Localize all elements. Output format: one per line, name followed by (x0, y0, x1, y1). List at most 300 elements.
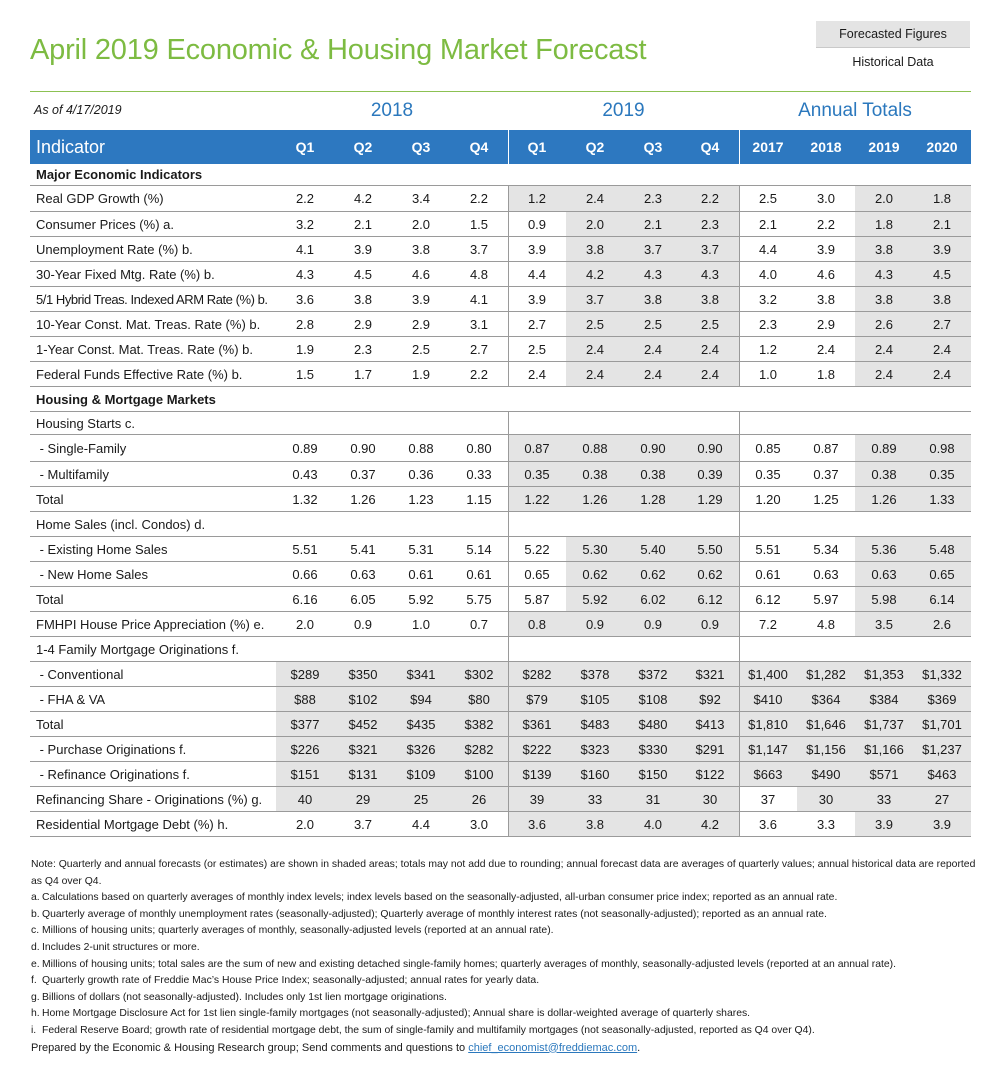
table-cell: 3.2 (295, 216, 315, 232)
table-cell: $326 (392, 737, 450, 761)
header-col-12: 2020 (926, 139, 958, 155)
table-cell: 2.2 (469, 366, 489, 382)
table-cell: 2.6 (913, 612, 971, 636)
table-cell: $109 (392, 762, 450, 786)
table-cell: 1.32 (292, 491, 318, 507)
footnote-key: e. (31, 958, 40, 970)
table-cell: 3.9 (411, 291, 431, 307)
table-cell: 5.41 (350, 541, 376, 557)
table-cell: 5.51 (755, 541, 781, 557)
footnote (31, 1006, 976, 1023)
indicator-label: Housing Starts c. (36, 415, 135, 431)
table-cell: 2.4 (681, 337, 739, 361)
column-separator (739, 212, 740, 236)
column-separator (739, 435, 740, 461)
table-cell: 3.7 (624, 237, 682, 261)
table-cell: 1.26 (855, 487, 913, 511)
footnote (31, 990, 976, 1007)
table-cell: 3.9 (527, 291, 547, 307)
table-cell: $139 (508, 762, 566, 786)
column-separator (508, 412, 509, 434)
table-cell: 3.8 (566, 237, 624, 261)
table-row (30, 612, 971, 637)
group-label-2018: 2018 (370, 100, 414, 121)
header-col-5: Q1 (527, 139, 547, 155)
table-cell: 39 (508, 787, 566, 811)
table-cell: 0.62 (624, 562, 682, 586)
as-of-date: As of 4/17/2019 (34, 103, 122, 117)
table-cell: $80 (450, 687, 508, 711)
column-separator (739, 587, 740, 611)
table-cell: 2.2 (469, 191, 489, 206)
column-separator (739, 337, 740, 361)
table-cell: 3.6 (508, 812, 566, 836)
table-cell: $79 (508, 687, 566, 711)
table-cell: 3.5 (855, 612, 913, 636)
table-cell: 1.2 (758, 341, 778, 357)
footnote-key: b. (31, 908, 40, 920)
section-label: Housing & Mortgage Markets (36, 391, 216, 407)
table-cell: 0.61 (755, 566, 781, 582)
column-separator (739, 462, 740, 486)
table-cell: 0.88 (408, 440, 434, 456)
table-cell: 2.9 (816, 316, 836, 332)
table-cell: 1.7 (353, 366, 373, 382)
table-cell: 30 (681, 787, 739, 811)
table-cell: 0.65 (913, 562, 971, 586)
table-cell: 5.51 (292, 541, 318, 557)
table-cell: 2.0 (411, 216, 431, 232)
table-row (30, 812, 971, 837)
table-cell: 0.35 (755, 466, 781, 482)
table-cell: 0.37 (350, 466, 376, 482)
table-row (30, 435, 971, 462)
table-cell: 5.30 (566, 537, 624, 561)
table-cell: 3.0 (816, 191, 836, 206)
header-separator (508, 130, 509, 164)
table-cell: $483 (566, 712, 624, 736)
indicator-label: Total (36, 491, 64, 507)
table-cell: $102 (334, 687, 392, 711)
indicator-label: - Purchase Originations f. (36, 741, 187, 757)
table-cell: 3.9 (855, 812, 913, 836)
header-separator (739, 130, 740, 164)
section-row (30, 164, 971, 186)
table-row (30, 186, 971, 212)
table-cell: 0.62 (566, 562, 624, 586)
table-row (30, 662, 971, 687)
table-cell: 0.90 (350, 440, 376, 456)
indicator-label: 5/1 Hybrid Treas. Indexed ARM Rate (%) b. (36, 291, 268, 307)
column-separator (739, 287, 740, 311)
table-cell: 2.3 (758, 316, 778, 332)
table-cell: $1,237 (913, 737, 971, 761)
header-col-7: Q3 (643, 139, 663, 155)
email-link[interactable]: chief_economist@freddiemac.com (468, 1041, 638, 1054)
table-cell: $1,646 (797, 712, 855, 736)
table-cell: 2.2 (816, 216, 836, 232)
table-cell: 0.90 (681, 435, 739, 461)
forecast-table (30, 164, 971, 837)
table-cell: 1.20 (755, 491, 781, 507)
table-cell: $1,701 (913, 712, 971, 736)
table-cell: $1,332 (913, 662, 971, 686)
table-cell: 5.48 (913, 537, 971, 561)
table-cell: 2.9 (411, 316, 431, 332)
group-label-annual-totals: Annual Totals (798, 100, 912, 121)
footnote-key: h. (31, 1008, 40, 1020)
table-cell: 2.4 (566, 186, 624, 211)
footnote-text: Billions of dollars (not seasonally-adjusted). Includes only 1st lien mortgage originations. (42, 991, 447, 1003)
table-cell: 3.7 (566, 287, 624, 311)
table-cell: 0.35 (508, 462, 566, 486)
table-cell: 2.3 (353, 341, 373, 357)
table-row (30, 337, 971, 362)
table-cell: 0.62 (681, 562, 739, 586)
table-cell: $100 (450, 762, 508, 786)
table-cell: 2.1 (353, 216, 373, 232)
table-cell: 5.31 (408, 541, 434, 557)
column-separator (508, 287, 509, 311)
footnote-text: Millions of housing units; total sales are the sum of new and existing detached single-family homes; quarterly averages of monthly, seasonally-adjusted levels (reported at an annual rate). (42, 958, 897, 970)
table-cell: 1.8 (816, 366, 836, 382)
table-cell: 3.7 (469, 241, 489, 257)
indicator-label: - Conventional (36, 666, 124, 682)
column-separator (739, 512, 740, 536)
subheader-row (30, 637, 971, 662)
table-cell: 1.33 (913, 487, 971, 511)
table-cell: 33 (855, 787, 913, 811)
footnote-text: Millions of housing units; quarterly averages of monthly, seasonally-adjusted levels (reported at an annual rate). (42, 925, 554, 937)
column-separator (739, 312, 740, 336)
table-cell: $369 (913, 687, 971, 711)
subheader-row (30, 412, 971, 435)
table-row (30, 487, 971, 512)
table-cell: 5.14 (466, 541, 492, 557)
table-cell: 40 (276, 787, 334, 811)
indicator-label: 10-Year Const. Mat. Treas. Rate (%) b. (36, 316, 261, 332)
table-cell: 3.7 (681, 237, 739, 261)
table-cell: $1,810 (739, 712, 797, 736)
table-row (30, 362, 971, 387)
column-separator (508, 337, 509, 361)
table-cell: 1.5 (469, 216, 489, 232)
table-cell: 4.5 (913, 262, 971, 286)
table-cell: 2.5 (681, 312, 739, 336)
footnote (31, 1023, 976, 1040)
table-cell: $1,400 (739, 662, 797, 686)
column-separator (508, 612, 509, 636)
indicator-label: Unemployment Rate (%) b. (36, 241, 193, 257)
table-cell: 3.0 (469, 816, 489, 832)
column-separator (508, 812, 509, 836)
table-cell: 3.6 (295, 291, 315, 307)
table-cell: $463 (913, 762, 971, 786)
table-cell: 1.0 (411, 616, 431, 632)
footnote-key: i. (31, 1024, 37, 1036)
table-cell: 2.4 (913, 337, 971, 361)
table-cell: 3.2 (758, 291, 778, 307)
column-separator (508, 562, 509, 586)
column-separator (508, 186, 509, 211)
table-cell: 1.22 (508, 487, 566, 511)
table-cell: 0.63 (855, 562, 913, 586)
table-cell: 3.8 (624, 287, 682, 311)
column-separator (739, 712, 740, 736)
table-cell: $413 (681, 712, 739, 736)
footnote (31, 940, 976, 957)
table-cell: 0.7 (469, 616, 489, 632)
table-cell: $88 (276, 687, 334, 711)
table-cell: 0.9 (566, 612, 624, 636)
indicator-label: FMHPI House Price Appreciation (%) e. (36, 616, 265, 632)
table-cell: 5.50 (681, 537, 739, 561)
table-cell: 2.9 (353, 316, 373, 332)
table-cell: 4.2 (566, 262, 624, 286)
table-cell: 5.34 (813, 541, 839, 557)
column-separator (739, 812, 740, 836)
table-row (30, 787, 971, 812)
table-cell: 31 (624, 787, 682, 811)
table-cell: 3.8 (855, 237, 913, 261)
header-col-10: 2018 (810, 139, 842, 155)
table-cell: 2.0 (295, 816, 315, 832)
table-cell: 3.9 (353, 241, 373, 257)
table-cell: $222 (508, 737, 566, 761)
header-col-9: 2017 (752, 139, 784, 155)
table-cell: $372 (624, 662, 682, 686)
table-row (30, 737, 971, 762)
table-cell: $323 (566, 737, 624, 761)
table-cell: 3.9 (527, 241, 547, 257)
legend-forecasted: Forecasted Figures (816, 21, 970, 48)
table-cell: 2.4 (855, 337, 913, 361)
table-cell: $384 (855, 687, 913, 711)
table-cell: 2.7 (913, 312, 971, 336)
prepared-text: Prepared by the Economic & Housing Research group; Send comments and questions to (31, 1041, 469, 1054)
table-row (30, 312, 971, 337)
table-cell: 5.22 (524, 541, 550, 557)
legend (816, 21, 970, 76)
table-cell: $122 (681, 762, 739, 786)
table-cell: 1.23 (408, 491, 434, 507)
table-cell: $571 (855, 762, 913, 786)
table-cell: $289 (276, 662, 334, 686)
group-label-2019: 2019 (602, 100, 645, 121)
indicator-label: Real GDP Growth (%) (36, 191, 164, 206)
table-cell: 2.5 (411, 341, 431, 357)
column-separator (739, 637, 740, 661)
column-separator (739, 537, 740, 561)
table-cell: 6.05 (350, 591, 376, 607)
table-cell: 4.0 (624, 812, 682, 836)
table-cell: 2.3 (624, 186, 682, 211)
indicator-label: Refinancing Share - Originations (%) g. (36, 791, 263, 807)
indicator-label: - FHA & VA (36, 691, 106, 707)
table-cell: 1.9 (295, 341, 315, 357)
table-cell: $382 (450, 712, 508, 736)
table-cell: 25 (392, 787, 450, 811)
table-cell: 0.88 (566, 435, 624, 461)
table-cell: 2.4 (566, 337, 624, 361)
table-cell: 4.3 (681, 262, 739, 286)
footnote-text: Includes 2-unit structures or more. (42, 941, 200, 953)
table-cell: 1.25 (813, 491, 839, 507)
section-label: Major Economic Indicators (36, 167, 203, 182)
indicator-label: - Refinance Originations f. (36, 766, 190, 782)
table-cell: $1,353 (855, 662, 913, 686)
table-cell: 4.1 (295, 241, 315, 257)
table-cell: 5.92 (408, 591, 434, 607)
table-row (30, 212, 971, 237)
table-row (30, 712, 971, 737)
table-cell: 0.61 (408, 566, 434, 582)
table-cell: 3.7 (353, 816, 373, 832)
table-cell: 0.9 (527, 216, 547, 232)
table-cell: 0.87 (813, 440, 839, 456)
table-cell: $105 (566, 687, 624, 711)
table-cell: 5.92 (566, 587, 624, 611)
table-cell: 4.4 (758, 241, 778, 257)
table-cell: 0.9 (624, 612, 682, 636)
table-cell: 5.75 (466, 591, 492, 607)
table-cell: $1,156 (797, 737, 855, 761)
table-cell: 0.61 (466, 566, 492, 582)
footnote (31, 973, 976, 990)
table-cell: $330 (624, 737, 682, 761)
table-cell: 27 (913, 787, 971, 811)
table-cell: 3.9 (816, 241, 836, 257)
table-cell: $150 (624, 762, 682, 786)
table-row (30, 762, 971, 787)
note-main: Note: Quarterly and annual forecasts (or estimates) are shown in shaded areas; totals may not add due to rounding; annual forecast data are averages of quarterly values; annual historical data are reported as Q4 over Q4. (31, 859, 976, 887)
footnote-text: Federal Reserve Board; growth rate of residential mortgage debt, the sum of single-family and multifamily mortgages (not seasonally-adjusted, reported as Q4 over Q4). (42, 1024, 815, 1036)
header-col-8: Q4 (700, 139, 720, 155)
column-separator (508, 487, 509, 511)
column-separator (508, 362, 509, 386)
table-cell: 0.35 (913, 462, 971, 486)
table-cell: 2.4 (855, 362, 913, 386)
table-cell: $663 (739, 762, 797, 786)
table-cell: $302 (450, 662, 508, 686)
table-cell: 4.2 (681, 812, 739, 836)
column-separator (739, 687, 740, 711)
column-separator (508, 587, 509, 611)
table-cell: 4.3 (855, 262, 913, 286)
table-cell: 3.9 (913, 237, 971, 261)
table-cell: 0.9 (681, 612, 739, 636)
table-cell: $321 (681, 662, 739, 686)
table-cell: 2.3 (681, 212, 739, 236)
table-cell: 4.1 (469, 291, 489, 307)
title-divider (30, 91, 971, 92)
footnote-key: c. (31, 925, 40, 937)
table-cell: 2.4 (681, 362, 739, 386)
table-cell: 2.4 (913, 362, 971, 386)
table-cell: 26 (450, 787, 508, 811)
table-cell: 1.26 (566, 487, 624, 511)
table-row (30, 287, 971, 312)
table-row (30, 262, 971, 287)
table-cell: $321 (334, 737, 392, 761)
table-cell: 2.5 (758, 191, 778, 206)
table-cell: 2.6 (855, 312, 913, 336)
table-cell: 3.6 (758, 816, 778, 832)
column-separator (739, 787, 740, 811)
table-cell: 0.9 (353, 616, 373, 632)
column-separator (739, 487, 740, 511)
table-cell: 3.8 (353, 291, 373, 307)
indicator-label: Federal Funds Effective Rate (%) b. (36, 366, 243, 382)
table-cell: 5.98 (855, 587, 913, 611)
table-cell: 0.89 (292, 440, 318, 456)
table-cell: $226 (276, 737, 334, 761)
table-cell: 3.8 (411, 241, 431, 257)
prepared-by (31, 1040, 976, 1057)
table-cell: 0.37 (813, 466, 839, 482)
column-separator (739, 362, 740, 386)
table-cell: $490 (797, 762, 855, 786)
table-cell: 2.0 (566, 212, 624, 236)
indicator-label: Total (36, 591, 64, 607)
table-cell: 0.89 (855, 435, 913, 461)
table-cell: $435 (392, 712, 450, 736)
table-row (30, 537, 971, 562)
table-cell: 6.12 (755, 591, 781, 607)
header-col-6: Q2 (585, 139, 605, 155)
table-cell: 0.36 (408, 466, 434, 482)
table-cell: 2.4 (624, 362, 682, 386)
indicator-label: Home Sales (incl. Condos) d. (36, 516, 206, 532)
table-cell: 2.5 (624, 312, 682, 336)
table-cell: 4.6 (816, 266, 836, 282)
table-cell: 2.2 (295, 191, 315, 206)
page-title: April 2019 Economic & Housing Market Forecast (30, 34, 647, 66)
column-separator (739, 612, 740, 636)
column-separator (739, 412, 740, 434)
table-cell: 0.80 (466, 440, 492, 456)
table-cell: $151 (276, 762, 334, 786)
column-separator (739, 186, 740, 211)
table-cell: 1.2 (508, 186, 566, 211)
table-cell: 5.40 (624, 537, 682, 561)
table-cell: 2.4 (624, 337, 682, 361)
notes (31, 857, 976, 1056)
table-cell: 2.8 (295, 316, 315, 332)
table-cell: 6.02 (624, 587, 682, 611)
header-col-11: 2019 (868, 139, 900, 155)
header-col-4: Q4 (469, 139, 489, 155)
table-cell: 1.8 (855, 212, 913, 236)
table-cell: 0.63 (350, 566, 376, 582)
table-cell: 5.87 (524, 591, 550, 607)
table-cell: 0.90 (624, 435, 682, 461)
table-cell: $452 (334, 712, 392, 736)
table-header (30, 130, 971, 164)
table-cell: 2.7 (469, 341, 489, 357)
table-cell: 2.4 (816, 341, 836, 357)
indicator-label: 30-Year Fixed Mtg. Rate (%) b. (36, 266, 215, 282)
column-separator (508, 737, 509, 761)
table-cell: 2.1 (913, 212, 971, 236)
table-cell: 5.36 (855, 537, 913, 561)
table-cell: 1.28 (624, 487, 682, 511)
table-cell: 1.29 (681, 487, 739, 511)
table-cell: 3.8 (566, 812, 624, 836)
table-cell: 2.1 (624, 212, 682, 236)
table-cell: 0.38 (855, 462, 913, 486)
column-separator (508, 262, 509, 286)
